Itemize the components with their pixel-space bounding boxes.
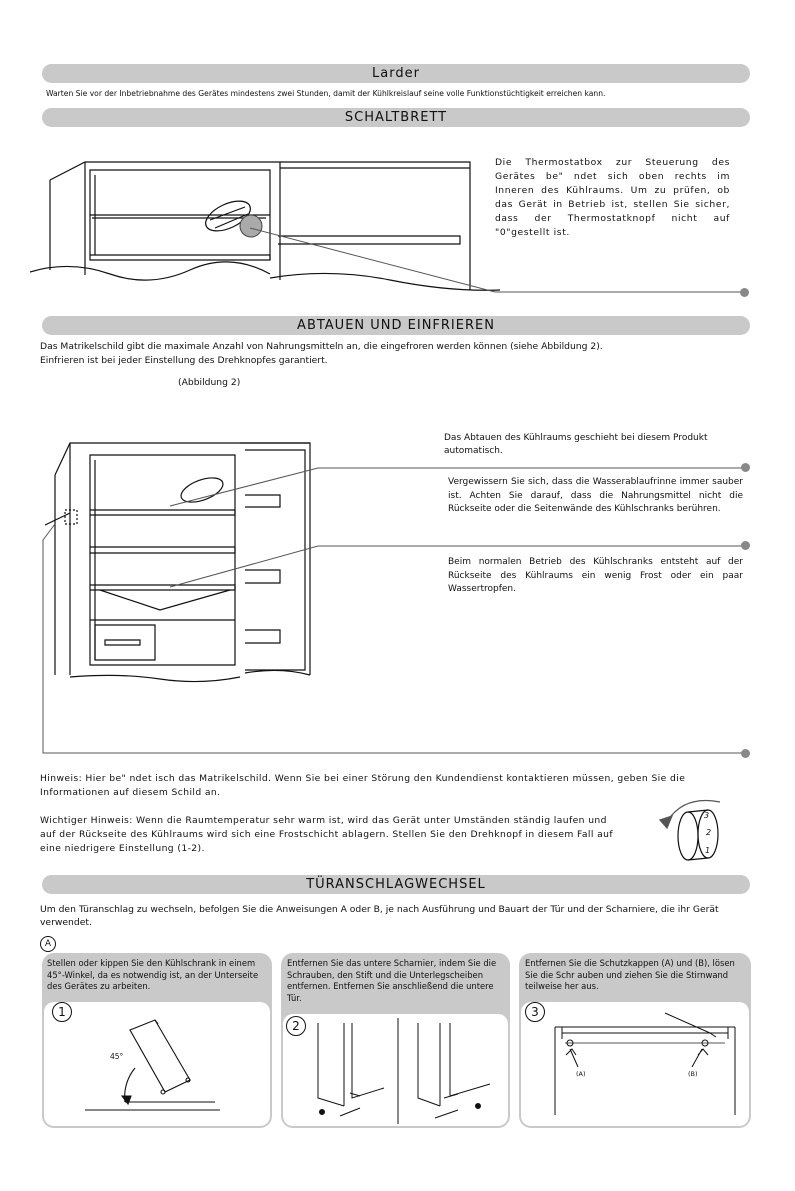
protective-caps-illustration [540,1005,745,1120]
step-1-number: 1 [52,1002,72,1022]
pointer-dot [741,463,750,472]
angle-label: 45° [110,1052,124,1061]
hinge-removal-illustration [300,1018,506,1124]
section-marker-a: A [40,936,56,952]
important-hint-text: Wichtiger Hinweis: Wenn die Raumtemperatur sehr warm ist, wird das Gerät unter Umständen ständig laufen und auf der Rückseite des Kühlraums wird sich eine Frostschicht ablagern. Stellen Sie den Drehknopf in diesem Fall auf eine niedrigere Einstellung (1-2). [40,815,614,854]
label-a: (A) [576,1070,586,1078]
figure-label: (Abbildung 2) [178,377,241,388]
section-title-larder: Larder [42,64,750,83]
abtauen-intro-1: Das Matrikelschild gibt die maximale Anzahl von Nahrungsmitteln an, die eingefroren werden können (siehe Abbildung 2). [40,341,603,352]
abtauen-intro-2: Einfrieren ist bei jeder Einstellung des Drehknopfes garantiert. [40,355,328,366]
knob-number-3: 3 [704,811,710,820]
tueranschlag-intro: Um den Türanschlag zu wechseln, befolgen Sie die Anweisungen A oder B, je nach Ausführung und Bauart der Tür und der Scharniere, die ihr Gerät verwendet. [40,904,719,928]
step-3-number: 3 [525,1002,545,1022]
larder-note: Warten Sie vor der Inbetriebnahme des Gerätes mindestens zwei Stunden, damit der Kühlkreislauf seine volle Funktionstüchtigkeit erreichen kann. [46,89,606,98]
section-title-tueranschlag: TÜRANSCHLAGWECHSEL [42,875,750,894]
pointer-dot [741,749,750,758]
callout-auto-defrost: Das Abtauen des Kühlraums geschieht bei diesem Produkt automatisch. [444,433,708,456]
pointer-dot [740,288,749,297]
pointer-dot [741,541,750,550]
step-2-number: 2 [286,1016,306,1036]
callout-drain: Vergewissern Sie sich, dass die Wasserablaufrinne immer sauber ist. Achten Sie darauf, dass die Nahrungsmittel nicht die Rückseite oder die Seitenwände des Kühlschranks berühren. [448,477,743,514]
callout-frost: Beim normalen Betrieb des Kühlschranks entsteht auf der Rückseite des Kühlraums ein wenig Frost oder ein paar Wassertropfen. [448,557,743,594]
thermostat-knob-illustration [650,790,740,870]
knob-number-2: 2 [706,828,712,837]
tilted-fridge-illustration [80,1010,230,1120]
hint-text: Hinweis: Hier be" ndet isch das Matrikelschild. Wenn Sie bei einer Störung den Kundendienst kontaktieren müssen, geben Sie die Informationen auf diesem Schild an. [40,773,686,798]
step-1-text: Stellen oder kippen Sie den Kühlschrank in einem 45°-Winkel, da es notwendig ist, an der Unterseite des Gerätes zu arbeiten. [47,958,259,991]
thermostat-description: Die Thermostatbox zur Steuerung des Gerätes be" ndet sich oben rechts im Inneren des Kühlraums. Um zu prüfen, ob das Gerät in Betrieb ist, stellen Sie sicher, dass der Thermostatknopf nicht auf "0"gestellt ist. [495,157,730,238]
knob-number-1: 1 [705,846,711,855]
step-2-text: Entfernen Sie das untere Scharnier, indem Sie die Schrauben, den Stift und die Unterlegscheiben entfernen. Entfernen Sie anschließend die untere Tür. [287,958,497,1003]
label-b: (B) [688,1070,698,1078]
section-title-abtauen: ABTAUEN UND EINFRIEREN [42,316,750,335]
step-3-text: Entfernen Sie die Schutzkappen (A) und (B), lösen Sie die Schr auben und ziehen Sie die Stirnwand teilweise her aus. [525,958,735,991]
section-title-schaltbrett: SCHALTBRETT [42,108,750,127]
